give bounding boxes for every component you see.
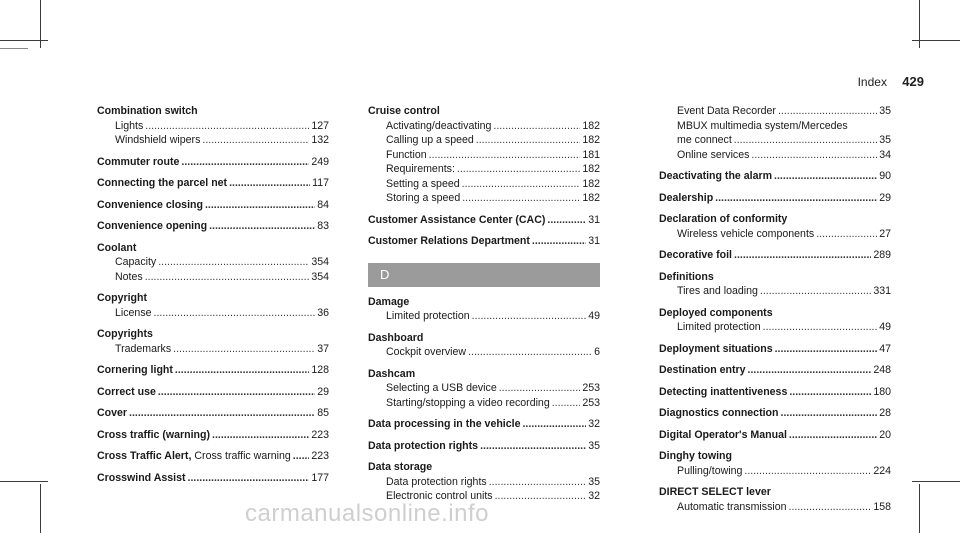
index-term: Data processing in the vehicle [368, 418, 521, 430]
index-line[interactable] [659, 169, 891, 184]
index-term: Customer Assistance Center (CAC) [368, 213, 546, 226]
index-term: Deployed components [659, 306, 773, 319]
index-letter-heading: D [368, 263, 600, 287]
leader-dots [781, 406, 878, 421]
page-reference[interactable]: 28 [879, 407, 891, 419]
page-reference[interactable]: 253 [582, 396, 600, 409]
leader-dots [181, 155, 309, 170]
index-line[interactable] [659, 363, 891, 378]
leader-dots [212, 428, 309, 443]
index-term: Copyright [97, 292, 148, 304]
index-line[interactable] [368, 191, 600, 206]
index-entry [659, 406, 891, 421]
watermark: carmanualsonline.info [245, 500, 489, 527]
index-entry [97, 241, 329, 285]
index-line[interactable] [97, 155, 329, 170]
page-reference[interactable]: 177 [311, 471, 329, 484]
page-reference[interactable]: 248 [873, 364, 891, 376]
index-subterm: Setting a speed [386, 177, 460, 190]
crop-mark [0, 481, 48, 482]
page-header [858, 74, 924, 89]
page-reference[interactable]: 49 [879, 321, 891, 333]
index-term: Dashcam [368, 367, 416, 380]
index-entry [659, 169, 891, 184]
index-subterm: Requirements: [386, 163, 455, 175]
page-reference[interactable]: 354 [311, 270, 329, 283]
leader-dots [751, 148, 877, 163]
page-reference[interactable]: 132 [311, 134, 329, 146]
index-entry [659, 428, 891, 443]
leader-dots [493, 119, 580, 134]
index-entry [368, 104, 600, 206]
leader-dots [499, 381, 581, 396]
index-line[interactable] [659, 148, 891, 163]
index-term: Commuter route [97, 155, 180, 168]
page-reference[interactable]: 224 [873, 464, 891, 477]
index-entry [97, 327, 329, 356]
index-entry [97, 155, 329, 170]
index-line[interactable] [97, 428, 329, 443]
index-line[interactable] [368, 381, 600, 396]
index-entry [97, 406, 329, 421]
index-subterm: Selecting a USB device [386, 382, 497, 394]
page-reference[interactable]: 34 [879, 148, 891, 161]
index-line[interactable] [659, 320, 891, 335]
index-entry [368, 331, 600, 360]
index-subterm: Tires and loading [677, 285, 758, 297]
page-reference[interactable]: 182 [582, 119, 600, 132]
leader-dots [552, 396, 581, 411]
leader-dots [154, 306, 316, 321]
leader-dots [760, 284, 871, 299]
page-reference[interactable]: 158 [873, 500, 891, 513]
leader-dots [489, 475, 587, 490]
crop-mark [0, 48, 28, 49]
index-line[interactable] [97, 270, 329, 285]
index-subterm: Notes [115, 270, 143, 283]
page-reference[interactable]: 20 [879, 428, 891, 441]
leader-dots [158, 385, 315, 400]
index-term: Declaration of conformity [659, 213, 788, 225]
crop-mark [919, 484, 920, 533]
leader-dots [522, 417, 586, 432]
index-subterm: Data protection rights [386, 475, 487, 488]
index-line[interactable] [97, 219, 329, 234]
index-line[interactable] [368, 475, 600, 490]
index-entry [659, 248, 891, 263]
index-subterm: Lights [115, 119, 144, 132]
index-entry [97, 291, 329, 320]
index-term: Detecting inattentiveness [659, 385, 788, 398]
page-reference[interactable]: 181 [582, 148, 600, 161]
page-reference[interactable]: 35 [588, 475, 600, 488]
index-line[interactable] [97, 255, 329, 270]
index-entry [659, 104, 891, 162]
index-line[interactable] [97, 306, 329, 321]
index-subterm: Event Data Recorder [677, 105, 776, 117]
index-term: DIRECT SELECT lever [659, 486, 771, 498]
page-reference[interactable]: 35 [879, 105, 891, 117]
page-reference[interactable]: 37 [317, 342, 329, 355]
leader-dots [778, 104, 877, 119]
index-term: Coolant [97, 241, 137, 254]
index-entry [97, 449, 329, 464]
index-term: Customer Relations Department [368, 235, 530, 247]
leader-dots [472, 309, 587, 324]
page-number: 429 [902, 74, 924, 89]
index-term: Cruise control [368, 105, 440, 117]
leader-dots [744, 464, 871, 479]
index-subterm: Pulling/towing [677, 464, 743, 477]
leader-dots [480, 439, 586, 454]
page-reference[interactable]: 32 [588, 418, 600, 430]
index-term: Damage [368, 295, 410, 308]
index-line[interactable] [97, 119, 329, 134]
section-label: Index [857, 75, 887, 89]
index-line[interactable] [97, 471, 329, 486]
crop-mark [912, 481, 960, 482]
index-entry [97, 104, 329, 148]
index-entry [97, 363, 329, 378]
page-reference[interactable]: 331 [873, 285, 891, 297]
index-entry [368, 234, 600, 249]
crop-mark [40, 0, 41, 48]
index-entry [659, 449, 891, 478]
index-entry [659, 306, 891, 335]
index-line[interactable] [368, 162, 600, 177]
leader-dots [229, 176, 310, 191]
index-term: Combination switch [97, 105, 198, 117]
page-reference[interactable]: 83 [317, 220, 329, 232]
crop-mark [40, 484, 41, 533]
leader-dots [468, 345, 592, 360]
index-line[interactable] [659, 385, 891, 400]
leader-dots [476, 133, 581, 148]
index-entry [97, 219, 329, 234]
page-reference[interactable]: 182 [582, 134, 600, 146]
page-reference[interactable]: 354 [311, 256, 329, 268]
index-subterm: me connect [677, 134, 732, 146]
index-subterm: Cockpit overview [386, 346, 467, 358]
index-term: Diagnostics connection [659, 407, 779, 419]
page-reference[interactable]: 128 [311, 364, 329, 376]
index-line[interactable] [368, 439, 600, 454]
leader-dots [462, 177, 581, 192]
page-reference[interactable]: 182 [582, 192, 600, 204]
index-entry [659, 270, 891, 299]
index-term: Digital Operator's Manual [659, 428, 787, 441]
leader-dots [715, 191, 877, 206]
leader-dots [734, 248, 871, 263]
index-subterm: Automatic transmission [677, 500, 787, 513]
index-line[interactable] [659, 133, 891, 148]
index-subterm: Capacity [115, 256, 157, 268]
index-line[interactable] [97, 198, 329, 213]
index-column-1 [97, 104, 329, 492]
index-subterm: Trademarks [115, 342, 172, 355]
leader-dots [158, 255, 309, 270]
leader-dots [175, 363, 309, 378]
page-reference[interactable]: 29 [879, 191, 891, 204]
index-line[interactable] [659, 248, 891, 263]
page-reference[interactable]: 49 [588, 310, 600, 322]
page-reference[interactable]: 85 [317, 407, 329, 419]
index-term: Dashboard [368, 331, 424, 344]
index-line[interactable] [97, 363, 329, 378]
index-line[interactable] [97, 176, 329, 191]
page-reference[interactable]: 127 [311, 119, 329, 132]
index-line[interactable] [659, 284, 891, 299]
index-term: Cross traffic (warning) [97, 428, 211, 441]
leader-dots [532, 234, 586, 249]
index-subterm: Function [386, 148, 427, 161]
index-entry [659, 385, 891, 400]
page-reference[interactable]: 180 [873, 385, 891, 398]
index-line[interactable] [368, 119, 600, 134]
index-subterm: Electronic control units [386, 490, 493, 502]
page-reference[interactable]: 182 [582, 163, 600, 175]
index-subterm: Calling up a speed [386, 134, 474, 146]
index-entry [368, 213, 600, 228]
index-column-3 [659, 104, 891, 521]
index-entry [97, 176, 329, 191]
index-line[interactable] [659, 191, 891, 206]
page-reference[interactable]: 223 [311, 428, 329, 441]
index-term: Data storage [368, 461, 433, 473]
page-reference[interactable]: 32 [588, 490, 600, 502]
index-entry [368, 295, 600, 324]
index-line[interactable] [368, 309, 600, 324]
index-column-2 [368, 104, 600, 511]
index-entry [659, 342, 891, 357]
page-reference[interactable]: 253 [582, 382, 600, 394]
index-term: Data protection rights [368, 439, 479, 452]
index-term: Cover [97, 407, 128, 419]
index-entry [659, 191, 891, 206]
leader-dots [145, 119, 309, 134]
page-reference[interactable]: 31 [588, 235, 600, 247]
page-reference[interactable]: 6 [594, 346, 600, 358]
index-term: Convenience closing [97, 198, 203, 211]
page-reference[interactable]: 27 [879, 227, 891, 240]
index-line[interactable] [368, 417, 600, 432]
index-line[interactable] [97, 406, 329, 421]
index-term: Deactivating the alarm [659, 170, 773, 182]
index-entry [659, 212, 891, 241]
index-subterm: Cross traffic warning [194, 450, 291, 462]
index-subterm: Activating/deactivating [386, 119, 492, 132]
index-term: Crosswind Assist [97, 471, 186, 484]
index-line[interactable] [659, 406, 891, 421]
index-subterm: Storing a speed [386, 192, 461, 204]
index-entry [97, 471, 329, 486]
leader-dots [173, 342, 315, 357]
index-line[interactable] [659, 104, 891, 119]
page-reference[interactable]: 289 [873, 249, 891, 261]
index-entry [368, 460, 600, 504]
page-reference[interactable]: 47 [879, 342, 891, 355]
page-reference[interactable]: 84 [317, 198, 329, 211]
index-term: Copyrights [97, 328, 153, 340]
index-term: Connecting the parcel net [97, 177, 228, 189]
index-term: Dealership [659, 191, 714, 204]
index-line[interactable] [659, 227, 891, 242]
index-line[interactable] [659, 464, 891, 479]
index-entry [97, 428, 329, 443]
index-entry [368, 439, 600, 454]
index-line[interactable] [97, 342, 329, 357]
leader-dots [763, 320, 878, 335]
index-term: Convenience opening [97, 220, 208, 232]
page-reference[interactable]: 117 [312, 177, 329, 189]
leader-dots [789, 385, 871, 400]
index-line[interactable] [659, 428, 891, 443]
page-reference[interactable]: 90 [879, 170, 891, 182]
page-reference[interactable]: 35 [879, 134, 891, 146]
leader-dots [816, 227, 877, 242]
crop-mark [919, 0, 920, 48]
leader-dots [202, 133, 309, 148]
leader-dots [789, 428, 877, 443]
index-term: Cornering light [97, 364, 173, 376]
index-subterm: Starting/stopping a video recording [386, 396, 550, 409]
index-subterm: Windshield wipers [115, 134, 201, 146]
index-term: Deployment situations [659, 342, 773, 355]
index-term: Dinghy towing [659, 450, 732, 462]
leader-dots [129, 406, 315, 421]
page-reference[interactable]: 223 [311, 450, 329, 462]
leader-dots [293, 449, 310, 464]
leader-dots [457, 162, 580, 177]
page-reference[interactable]: 29 [317, 385, 329, 398]
leader-dots [774, 169, 877, 184]
leader-dots [188, 471, 310, 486]
index-subterm: Online services [677, 148, 750, 161]
index-term: Destination entry [659, 364, 746, 376]
index-line[interactable] [97, 449, 329, 464]
index-entry [97, 198, 329, 213]
index-line[interactable] [368, 177, 600, 192]
index-line[interactable] [368, 396, 600, 411]
leader-dots [734, 133, 877, 148]
index-line[interactable] [368, 148, 600, 163]
index-entry [659, 363, 891, 378]
leader-dots [145, 270, 310, 285]
index-subterm: License [115, 306, 152, 319]
index-line[interactable] [368, 234, 600, 249]
page-reference[interactable]: 35 [588, 439, 600, 452]
leader-dots [775, 342, 878, 357]
index-subterm: Limited protection [386, 310, 470, 322]
index-entry [368, 417, 600, 432]
index-subterm: Limited protection [677, 321, 761, 333]
index-line[interactable] [368, 133, 600, 148]
index-line[interactable] [97, 133, 329, 148]
index-term: Decorative foil [659, 249, 733, 261]
index-term: Cross Traffic Alert, [97, 450, 192, 462]
index-term: Definitions [659, 270, 714, 283]
index-line[interactable] [97, 385, 329, 400]
index-entry [97, 385, 329, 400]
index-line[interactable] [368, 345, 600, 360]
page-reference[interactable]: 31 [588, 213, 600, 226]
page-reference[interactable]: 182 [582, 177, 600, 190]
index-term: Correct use [97, 385, 156, 398]
leader-dots [429, 148, 581, 163]
leader-dots [547, 213, 586, 228]
leader-dots [209, 219, 315, 234]
page-reference[interactable]: 249 [311, 155, 329, 168]
index-subterm: Wireless vehicle components [677, 227, 815, 240]
index-entry [368, 367, 600, 411]
page-reference[interactable]: 36 [317, 306, 329, 319]
leader-dots [748, 363, 872, 378]
index-line[interactable] [659, 342, 891, 357]
leader-dots [462, 191, 580, 206]
index-line[interactable] [368, 213, 600, 228]
leader-dots [205, 198, 315, 213]
index-subterm: MBUX multimedia system/Mercedes [677, 119, 848, 132]
